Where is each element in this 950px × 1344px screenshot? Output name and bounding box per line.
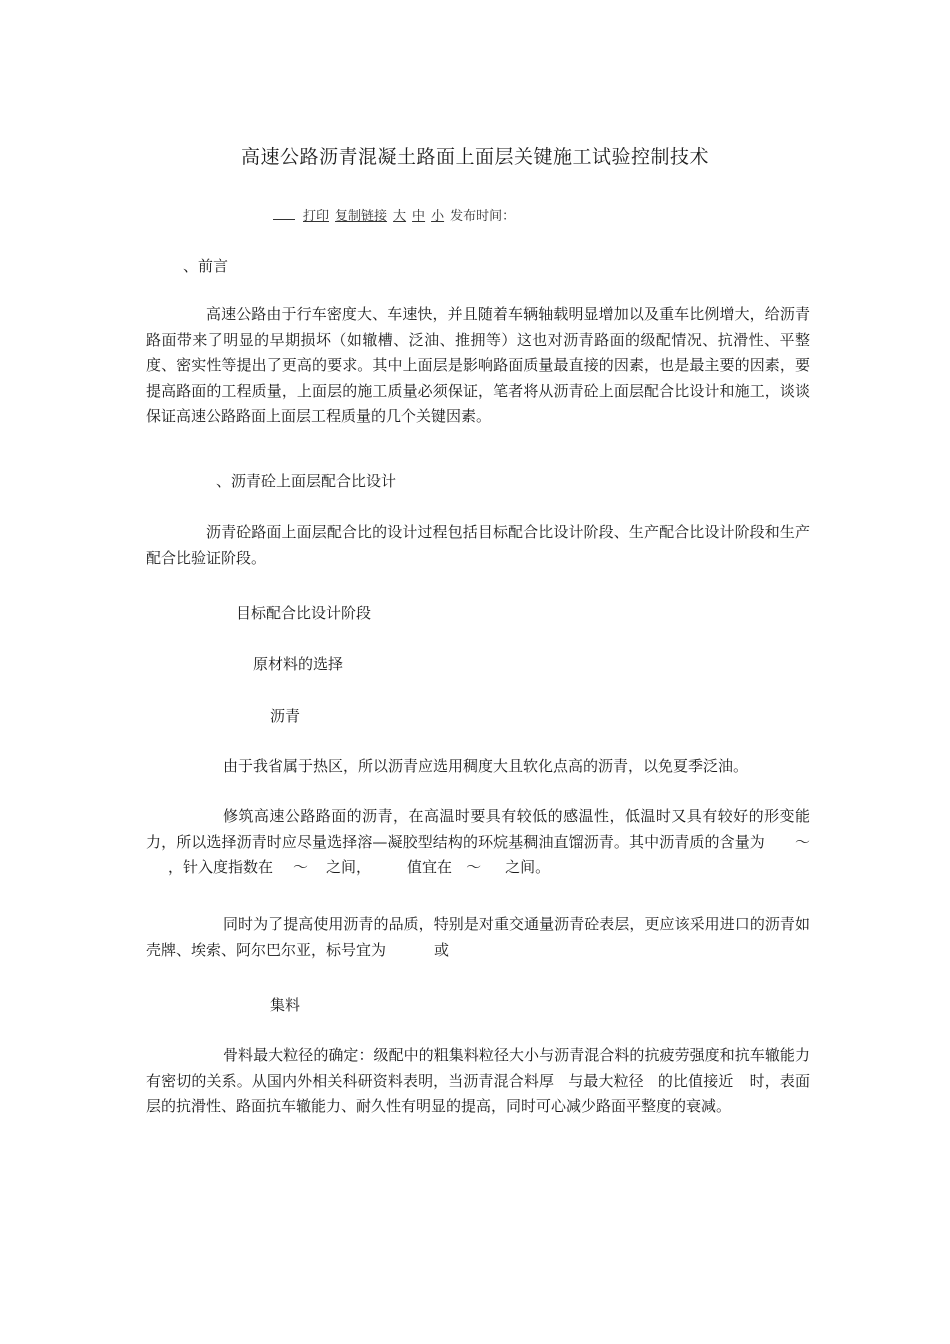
font-size-medium-link[interactable]: 中 <box>412 209 426 224</box>
asphalt-paragraph-1: 由于我省属于热区，所以沥青应选用稠度大且软化点高的沥青，以免夏季泛油。 <box>223 757 749 775</box>
asphalt-paragraph-2-tilde-3: ～ <box>466 858 482 876</box>
asphalt-paragraph-3-text-b: 或 <box>434 940 450 959</box>
aggregate-paragraph-text-b: 与最大粒径 <box>568 1071 644 1090</box>
copy-link-link[interactable]: 复制链接 <box>335 209 388 224</box>
print-link[interactable]: 打印 <box>303 209 330 224</box>
mix-design-heading: 、沥青砼上面层配合比设计 <box>216 472 397 490</box>
aggregate-paragraph-text-a: 骨料最大粒径的确定：级配中的粗集料粒径大小与沥青混合料的抗疲劳强度和抗车辙能力有密切的关系。从国内外相关科研资料表明，当沥青混合料厚 <box>146 1046 810 1090</box>
asphalt-paragraph-2 <box>146 804 810 881</box>
asphalt-paragraph-2-text-c: ，针入度指数在 <box>168 858 274 876</box>
asphalt-paragraph-2-text-h: 之间。 <box>505 858 551 876</box>
preface-text: 高速公路由于行车密度大、车速快，并且随着车辆轴载明显增加以及重车比例增大，给沥青路面带来了明显的早期损坏（如辙槽、泛油、推拥等）这也对沥青路面的级配情况、抗滑性、平整度、密实性等提出了更高的要求。其中上面层是影响路面质量最直接的因素，也是最主要的因素，要提高路面的工程质量，上面层的施工质量必须保证，笔者将从沥青砼上面层配合比设计和施工，谈谈保证高速公路路面上面层工程质量的几个关键因素。 <box>146 305 810 425</box>
asphalt-heading: 沥青 <box>270 707 301 725</box>
aggregate-paragraph-text-d: 时，表面层的抗滑性、路面抗车辙能力、耐久性有明显的提高，同时可心减少路面平整度的衰减。 <box>146 1071 810 1115</box>
article-toolbar <box>273 205 515 224</box>
preface-heading: 、前言 <box>183 257 229 275</box>
asphalt-paragraph-2-tilde-1: ～ <box>794 832 810 851</box>
mix-design-text: 沥青砼路面上面层配合比的设计过程包括目标配合比设计阶段、生产配合比设计阶段和生产配合比验证阶段。 <box>146 523 810 567</box>
blank-link[interactable] <box>273 207 295 220</box>
asphalt-paragraph-3 <box>146 912 810 963</box>
asphalt-paragraph-2-tilde-2: ～ <box>293 858 309 876</box>
mix-design-paragraph <box>146 520 810 571</box>
aggregate-paragraph-text-c: 的比值接近 <box>657 1071 734 1090</box>
preface-paragraph <box>146 302 810 430</box>
aggregate-paragraph <box>146 1043 810 1120</box>
raw-material-heading: 原材料的选择 <box>253 655 344 673</box>
aggregate-heading: 集料 <box>270 996 301 1014</box>
asphalt-paragraph-2-text-f: 值宜在 <box>407 858 453 876</box>
font-size-large-link[interactable]: 大 <box>393 209 407 224</box>
font-size-small-link[interactable]: 小 <box>431 209 445 224</box>
publish-time-label: 发布时间： <box>450 209 516 224</box>
asphalt-paragraph-3-text-a: 同时为了提高使用沥青的品质，特别是对重交通量沥青砼表层，更应该采用进口的沥青如壳牌、埃索、阿尔巴尔亚，标号宜为 <box>146 915 810 959</box>
page-title: 高速公路沥青混凝土路面上面层关键施工试验控制技术 <box>240 146 709 168</box>
asphalt-paragraph-2-text-e: 之间， <box>326 858 372 876</box>
asphalt-paragraph-2-text-a: 修筑高速公路路面的沥青，在高温时要具有较低的感温性，低温时又具有较好的形变能力，所以选择沥青时应尽量选择溶—凝胶型结构的环烷基稠油直馏沥青。其中沥青质的含量为 <box>146 807 810 851</box>
target-mix-heading: 目标配合比设计阶段 <box>236 604 372 622</box>
